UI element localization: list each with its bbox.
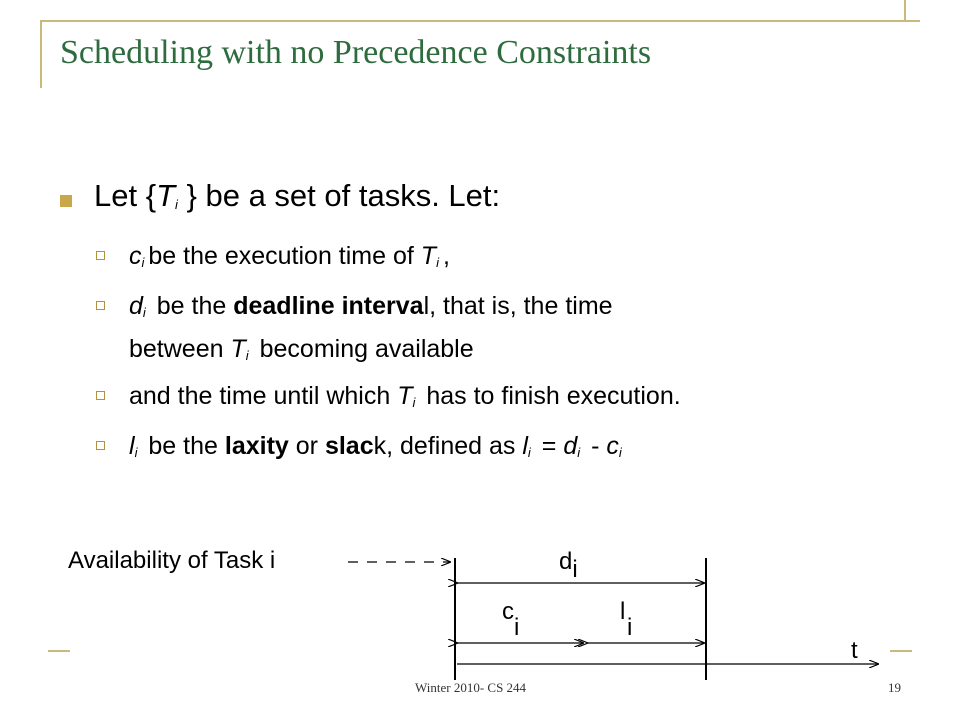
d-label: di — [559, 548, 578, 583]
laxity-timing-diagram — [0, 520, 960, 680]
c-label: ci — [502, 598, 520, 641]
frame-top-line — [40, 20, 920, 22]
main-bullet-text: Let {$T_i$ } be a set of tasks. Let: — [94, 178, 501, 213]
l-label: li — [620, 598, 633, 641]
bullet-square-icon — [60, 195, 72, 207]
sub-bullet-finish: and the time until which $T_i$ has to finish execution. — [96, 378, 681, 421]
hollow-square-bullet-icon — [96, 251, 105, 260]
sub-bullet-deadline: $d_i$ be the deadline interval, that is, the time between $T_i$ becoming available — [96, 288, 613, 374]
frame-left-line — [40, 20, 42, 88]
main-bullet — [60, 178, 500, 214]
time-axis-label: t — [851, 637, 858, 664]
frame-right-tick — [904, 0, 906, 22]
footer-page-number: 19 — [888, 680, 901, 695]
footer-course: Winter 2010- CS 244 — [415, 680, 527, 695]
hollow-square-bullet-icon — [96, 391, 105, 400]
hollow-square-bullet-icon — [96, 441, 105, 450]
sub-bullet-laxity: $l_i$ be the laxity or slack, defined as $l_i = d_i - c_i$ — [96, 428, 622, 471]
hollow-square-bullet-icon — [96, 301, 105, 310]
slide-title: Scheduling with no Precedence Constraints — [60, 34, 652, 71]
sub-bullet-execution-time: $c_i$ be the execution time of $T_i$ , — [96, 238, 450, 281]
availability-label: Availability of Task i — [68, 547, 276, 574]
